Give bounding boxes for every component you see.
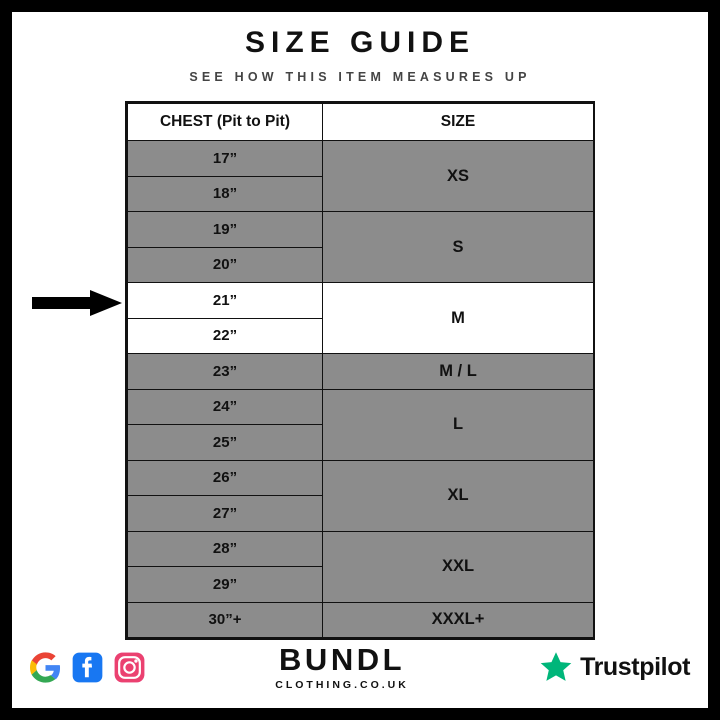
column-header-size: SIZE [323, 104, 594, 141]
trustpilot-star-icon [539, 650, 573, 684]
column-header-chest: CHEST (Pit to Pit) [128, 104, 323, 141]
google-icon[interactable] [30, 652, 61, 683]
facebook-icon[interactable] [72, 652, 103, 683]
chest-measurement-cell: 18” [128, 176, 323, 212]
chest-measurement-cell: 26” [128, 460, 323, 496]
size-table-container [125, 101, 595, 640]
chest-measurement-cell: 25” [128, 425, 323, 461]
chest-measurement-cell: 28” [128, 531, 323, 567]
table-row [128, 389, 594, 425]
size-guide-card [12, 12, 708, 708]
table-header-row [128, 104, 594, 141]
size-label-cell: XS [323, 141, 594, 212]
chest-measurement-cell: 30”+ [128, 602, 323, 638]
chest-measurement-cell: 20” [128, 247, 323, 283]
table-row [128, 141, 594, 177]
footer [12, 640, 708, 694]
chest-measurement-cell: 23” [128, 354, 323, 390]
chest-measurement-cell: 29” [128, 567, 323, 603]
brand-logo [275, 641, 409, 691]
trustpilot-badge[interactable] [539, 650, 690, 684]
chest-measurement-cell: 22” [128, 318, 323, 354]
chest-measurement-cell: 24” [128, 389, 323, 425]
size-label-cell: L [323, 389, 594, 460]
size-table-body [128, 141, 594, 638]
table-row [128, 460, 594, 496]
trustpilot-label: Trustpilot [580, 652, 690, 681]
size-label-cell: M / L [323, 354, 594, 390]
page-title: SIZE GUIDE [244, 26, 476, 59]
brand-website: CLOTHING.CO.UK [275, 678, 409, 691]
instagram-icon[interactable] [114, 652, 145, 683]
social-links [30, 652, 145, 683]
size-label-cell: XXL [323, 531, 594, 602]
chest-measurement-cell: 21” [128, 283, 323, 319]
chest-measurement-cell: 17” [128, 141, 323, 177]
size-label-cell: XXXL+ [323, 602, 594, 638]
chest-measurement-cell: 19” [128, 212, 323, 248]
size-table [127, 103, 594, 638]
chest-measurement-cell: 27” [128, 496, 323, 532]
size-label-cell: S [323, 212, 594, 283]
table-row [128, 283, 594, 319]
table-row [128, 602, 594, 638]
table-row [128, 212, 594, 248]
brand-name: BUNDL [279, 641, 406, 677]
size-label-cell: XL [323, 460, 594, 531]
size-label-cell: M [323, 283, 594, 354]
page-subtitle: SEE HOW THIS ITEM MEASURES UP [189, 70, 531, 84]
table-row [128, 531, 594, 567]
row-pointer-arrow [32, 288, 124, 318]
table-row [128, 354, 594, 390]
